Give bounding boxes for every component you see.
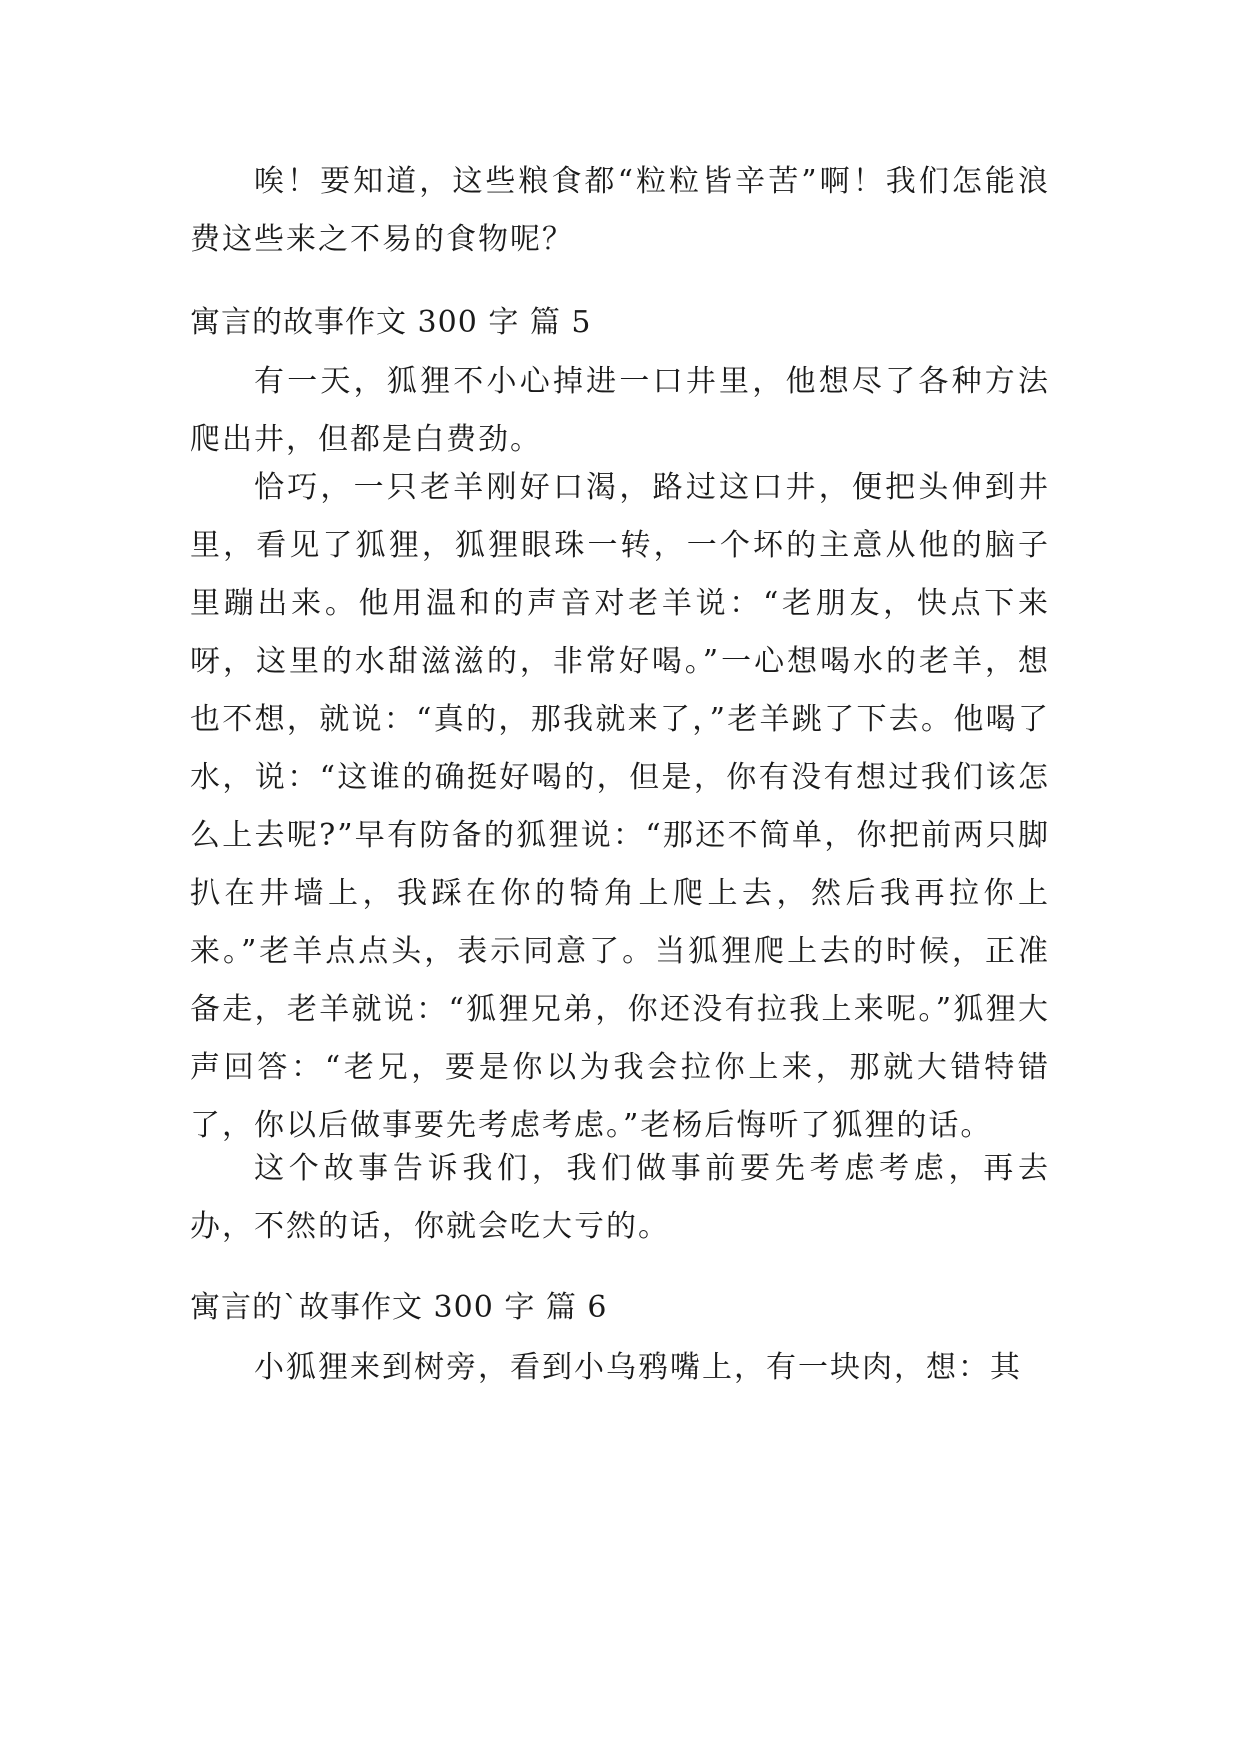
- paragraph-ending: 唉！要知道，这些粮食都“粒粒皆辛苦”啊！我们怎能浪费这些来之不易的食物呢？: [190, 164, 1050, 257]
- section-heading-5: 寓言的故事作文 300 字 篇 5: [190, 305, 592, 340]
- paragraph-moral: 这个故事告诉我们，我们做事前要先考虑考虑，再去办，不然的话，你就会吃大亏的。: [190, 1151, 1050, 1244]
- paragraph-fox-and-goat: 恰巧，一只老羊刚好口渴，路过这口井，便把头伸到井里，看见了狐狸，狐狸眼珠一转，一个坏的主意从他的脑子里蹦出来。他用温和的声音对老羊说：“老朋友，快点下来呀，这里的水甜滋滋的，非常好喝。”一心想喝水的老羊，想也不想，就说：“真的，那我就来了，”老羊跳了下去。他喝了水，说：“这谁的确挺好喝的，但是，你有没有想过我们该怎么上去呢?”早有防备的狐狸说：“那还不简单，你把前两只脚扒在井墙上，我踩在你的犄角上爬上去，然后我再拉你上来。”老羊点点头，表示同意了。当狐狸爬上去的时候，正准备走，老羊就说：“狐狸兄弟，你还没有拉我上来呢。”狐狸大声回答：“老兄，要是你以为我会拉你上来，那就大错特错了，你以后做事要先考虑考虑。”老杨后悔听了狐狸的话。: [190, 470, 1050, 1143]
- paragraph-fox-falls: 有一天，狐狸不小心掉进一口井里，他想尽了各种方法爬出井，但都是白费劲。: [190, 364, 1050, 457]
- section-heading-6: 寓言的`故事作文 300 字 篇 6: [190, 1290, 608, 1325]
- paragraph-little-fox: 小狐狸来到树旁，看到小乌鸦嘴上，有一块肉，想：其: [254, 1350, 1022, 1385]
